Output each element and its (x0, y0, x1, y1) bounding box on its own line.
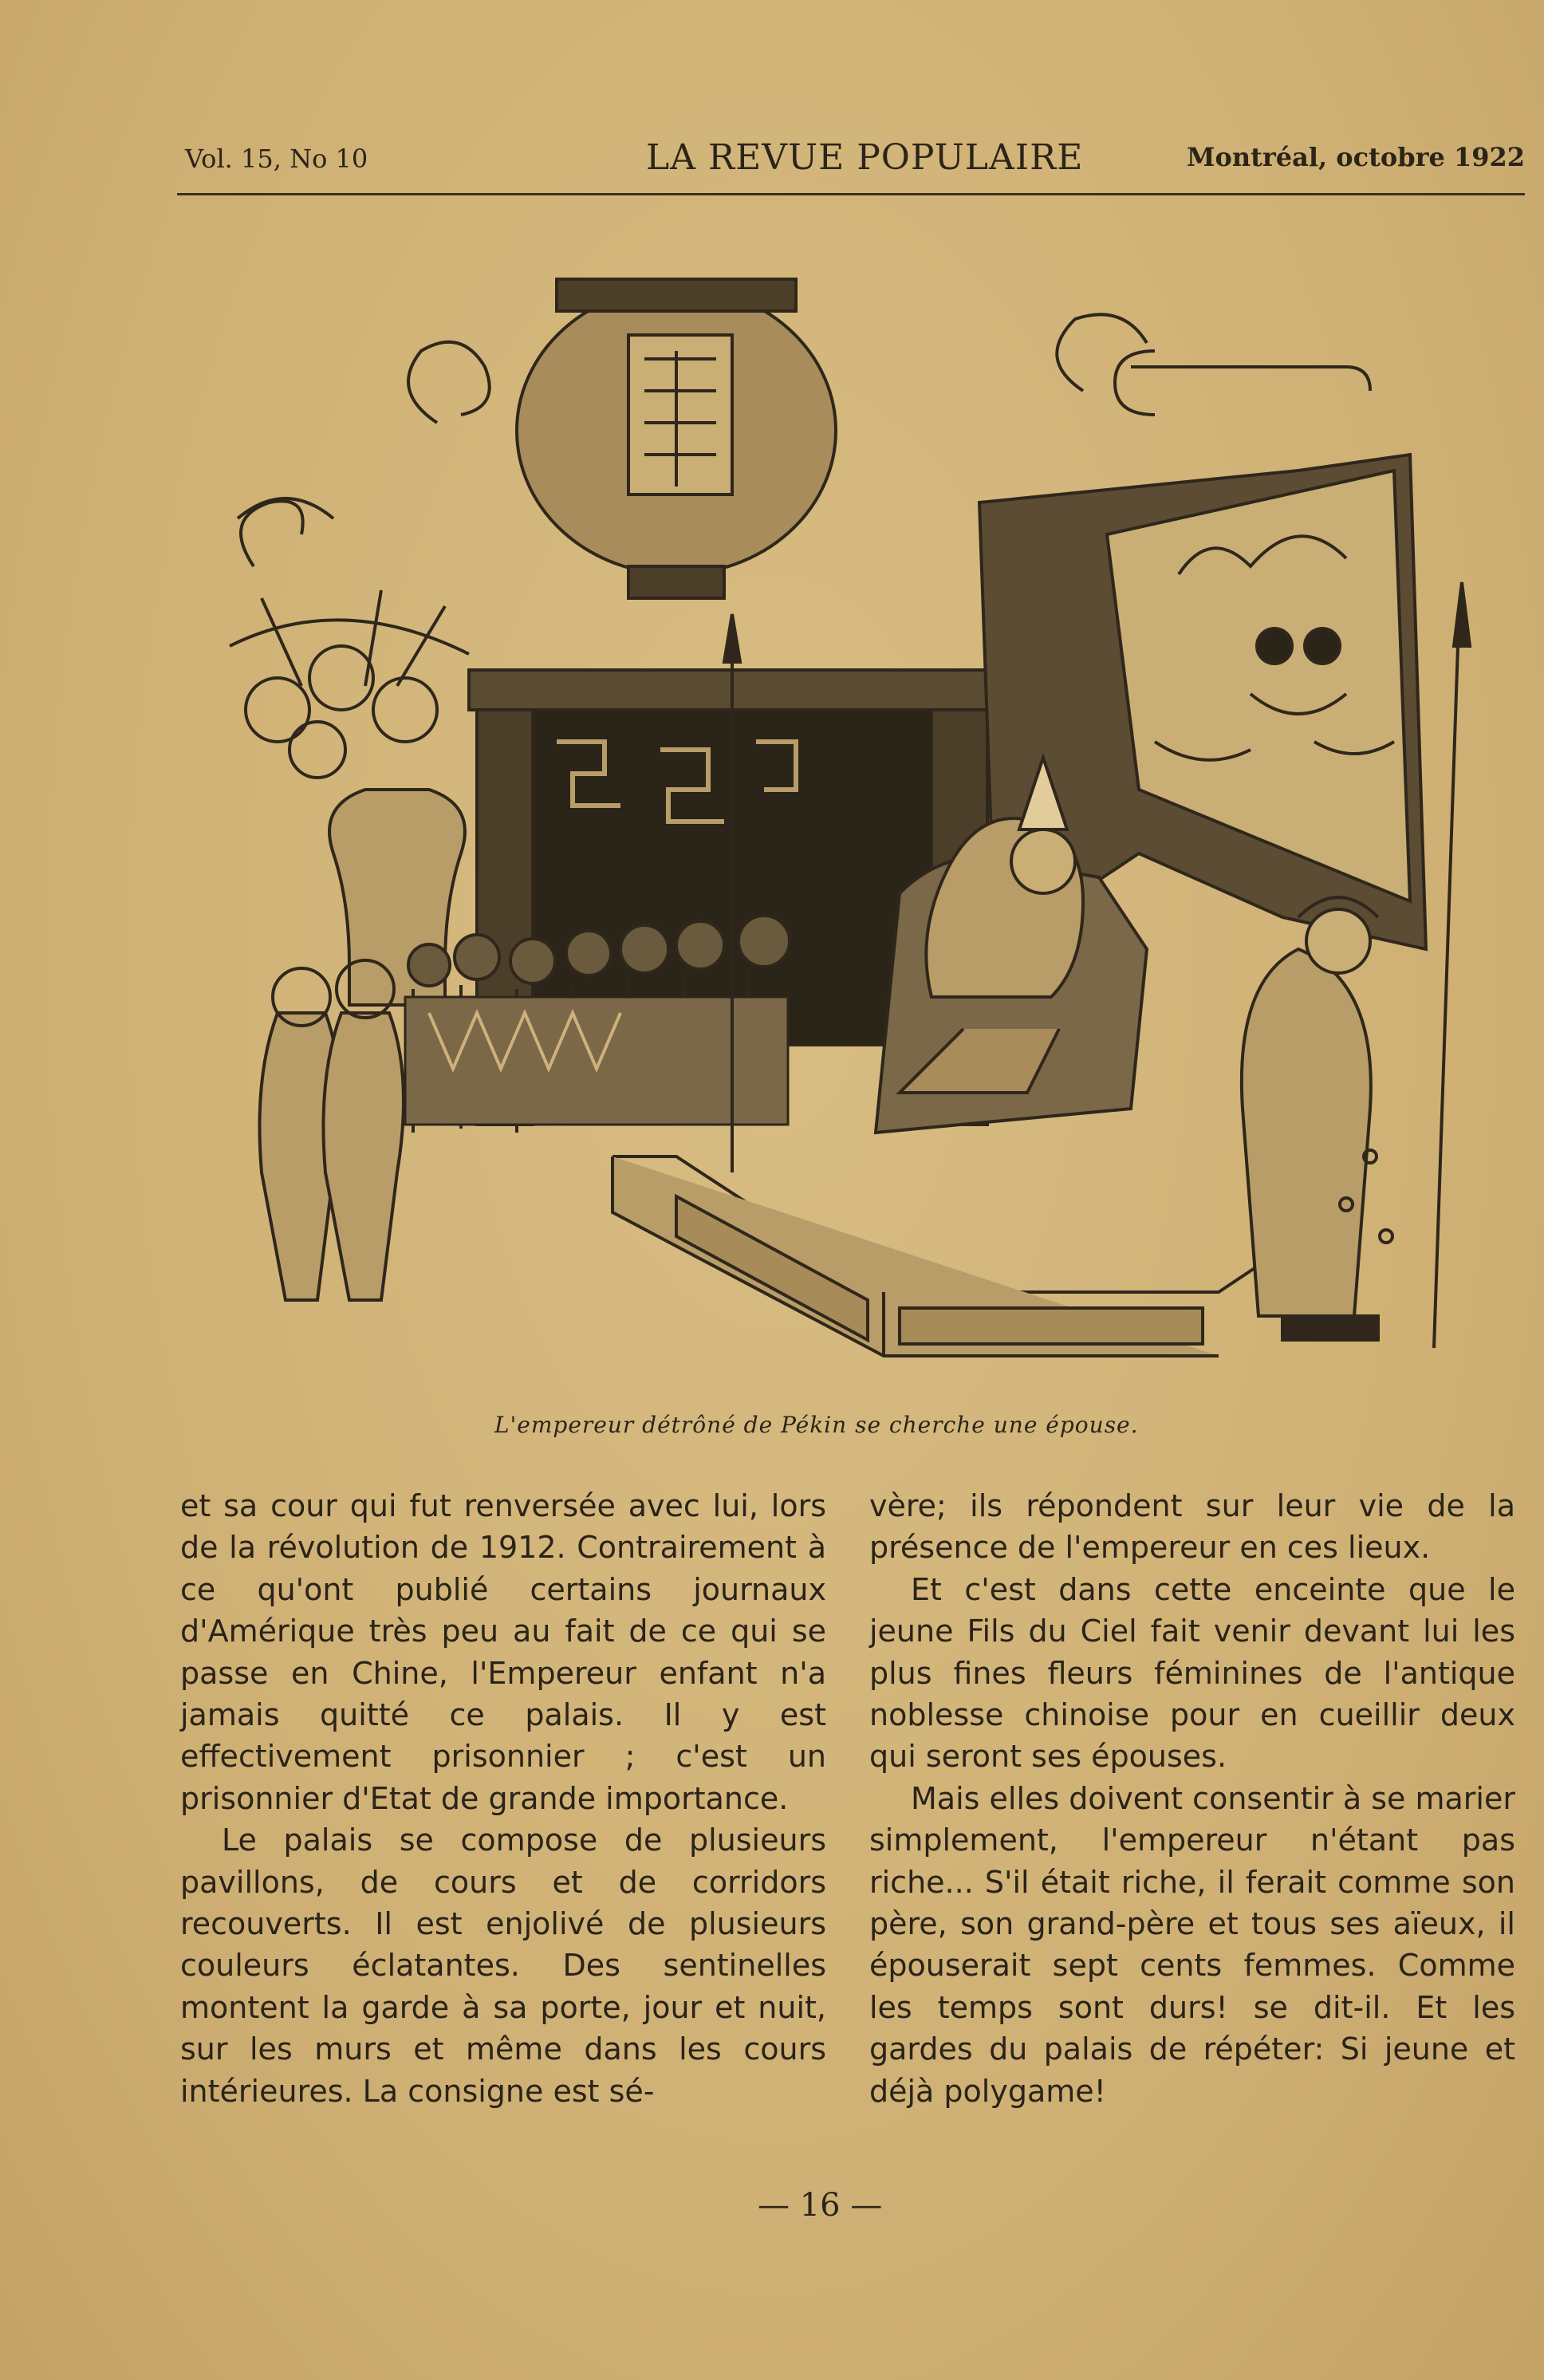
article-right-column (869, 1485, 1515, 2112)
article-paragraph: Et c'est dans cette enceinte que le jeune Fils du Ciel fait venir devant lui les plus fines fleurs féminines de l'antique noblesse chinoise pour en cueillir deux qui seront ses épouses. (869, 1571, 1515, 1775)
article-paragraph: Mais elles doivent consentir à se marier simplement, l'empereur n'étant pas riche... S'il était riche, il ferait comme son père, son grand-père et tous ses aïeux, il épouserait sept cents femmes. Comme les temps sont durs! se dit-il. Et les gardes du palais de répéter: Si jeune et déjà polygame! (869, 1780, 1515, 2109)
page-number: — 16 — (758, 2187, 883, 2224)
header-rule (177, 193, 1525, 195)
article-paragraph: vère; ils répondent sur leur vie de la présence de l'empereur en ces lieux. (869, 1488, 1515, 1566)
illustration-caption: L'empereur détrôné de Pékin se cherche une épouse. (494, 1412, 1139, 1438)
article-left-column (180, 1485, 826, 2112)
emperor-illustration (182, 231, 1490, 1428)
place-date: Montréal, octobre 1922 (1187, 142, 1525, 172)
article-paragraph: et sa cour qui fut renversée avec lui, lors de la révolution de 1912. Contrairement à ce qu'ont publié certains journaux d'Amérique très peu au fait de ce qui se passe en Chine, l'Empereur enfant n'a jamais quitté ce palais. Il y est effectivement prisonnier ; c'est un prisonnier d'Etat de grande importance. (180, 1488, 826, 1816)
article-paragraph: Le palais se compose de plusieurs pavillons, de cours et de corridors recouverts. Il est enjolivé de plusieurs couleurs éclatantes. Des sentinelles montent la garde à sa porte, jour et nuit, sur les murs et même dans les cours intérieures. La consigne est sé- (180, 1822, 826, 2109)
volume-number: Vol. 15, No 10 (185, 144, 368, 174)
publication-title: LA REVUE POPULAIRE (646, 137, 1084, 178)
running-header (185, 137, 1525, 185)
